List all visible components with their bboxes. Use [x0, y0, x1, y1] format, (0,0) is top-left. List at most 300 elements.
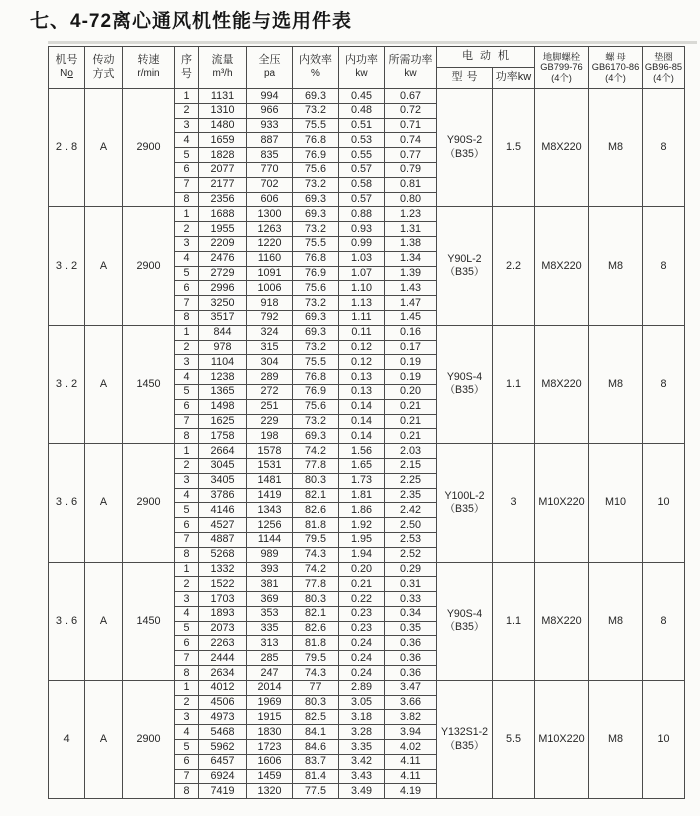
- seq-cell: 2: [175, 458, 199, 473]
- flow-cell: 1703: [199, 592, 247, 607]
- motor-frame-text: （B35）: [444, 147, 485, 160]
- efficiency-cell: 75.5: [293, 236, 339, 251]
- seq-cell: 5: [175, 384, 199, 399]
- fan-performance-table: [48, 46, 685, 799]
- efficiency-cell: 69.3: [293, 429, 339, 444]
- inner-power-cell: 0.58: [339, 177, 385, 192]
- required-power-cell: 0.81: [385, 177, 437, 192]
- inner-power-cell: 2.89: [339, 680, 385, 695]
- speed-cell: 2900: [123, 680, 175, 798]
- inner-power-cell: 1.10: [339, 281, 385, 296]
- efficiency-cell: 77.8: [293, 458, 339, 473]
- pressure-cell: 335: [247, 621, 293, 636]
- inner-power-cell: 1.13: [339, 296, 385, 311]
- pressure-cell: 792: [247, 310, 293, 325]
- motor-power-cell: 3: [493, 444, 535, 562]
- required-power-cell: 0.21: [385, 429, 437, 444]
- efficiency-cell: 76.8: [293, 133, 339, 148]
- seq-cell: 1: [175, 207, 199, 222]
- required-power-cell: 0.36: [385, 666, 437, 681]
- seq-cell: 6: [175, 399, 199, 414]
- seq-cell: 3: [175, 592, 199, 607]
- required-power-cell: 1.43: [385, 281, 437, 296]
- required-power-cell: 0.19: [385, 370, 437, 385]
- seq-cell: 7: [175, 769, 199, 784]
- seq-cell: 5: [175, 740, 199, 755]
- required-power-cell: 3.82: [385, 710, 437, 725]
- flow-cell: 1522: [199, 577, 247, 592]
- pressure-cell: 1419: [247, 488, 293, 503]
- efficiency-cell: 77.5: [293, 784, 339, 799]
- seq-cell: 3: [175, 710, 199, 725]
- nut-cell: M8: [589, 89, 643, 207]
- inner-power-cell: 0.24: [339, 666, 385, 681]
- required-power-cell: 2.35: [385, 488, 437, 503]
- flow-cell: 3517: [199, 310, 247, 325]
- efficiency-cell: 69.3: [293, 325, 339, 340]
- efficiency-cell: 75.6: [293, 281, 339, 296]
- pressure-cell: 989: [247, 547, 293, 562]
- seq-cell: 1: [175, 562, 199, 577]
- flow-cell: 2634: [199, 666, 247, 681]
- efficiency-cell: 69.3: [293, 310, 339, 325]
- pressure-cell: 315: [247, 340, 293, 355]
- pressure-cell: 1220: [247, 236, 293, 251]
- flow-cell: 6457: [199, 754, 247, 769]
- col-header-motor-model: 型号: [437, 68, 493, 89]
- bolt-cell: M8X220: [535, 325, 589, 443]
- col-header-seq: 序 号: [175, 47, 199, 89]
- seq-cell: 1: [175, 444, 199, 459]
- flow-cell: 3405: [199, 473, 247, 488]
- required-power-cell: 0.33: [385, 592, 437, 607]
- seq-cell: 8: [175, 784, 199, 799]
- flow-cell: 4887: [199, 532, 247, 547]
- pressure-cell: 966: [247, 103, 293, 118]
- inner-power-cell: 0.51: [339, 118, 385, 133]
- seq-cell: 3: [175, 236, 199, 251]
- pressure-cell: 606: [247, 192, 293, 207]
- seq-cell: 4: [175, 251, 199, 266]
- pressure-cell: 1160: [247, 251, 293, 266]
- pressure-cell: 1578: [247, 444, 293, 459]
- seq-cell: 2: [175, 103, 199, 118]
- seq-cell: 1: [175, 89, 199, 104]
- inner-power-cell: 1.56: [339, 444, 385, 459]
- efficiency-cell: 69.3: [293, 192, 339, 207]
- seq-cell: 2: [175, 222, 199, 237]
- pressure-cell: 369: [247, 592, 293, 607]
- required-power-cell: 1.47: [385, 296, 437, 311]
- inner-power-cell: 0.57: [339, 192, 385, 207]
- flow-cell: 1365: [199, 384, 247, 399]
- efficiency-cell: 69.3: [293, 89, 339, 104]
- efficiency-cell: 82.5: [293, 710, 339, 725]
- efficiency-cell: 81.8: [293, 636, 339, 651]
- seq-cell: 8: [175, 547, 199, 562]
- table-row: [49, 89, 685, 104]
- seq-cell: 2: [175, 340, 199, 355]
- efficiency-cell: 80.3: [293, 473, 339, 488]
- efficiency-cell: 73.2: [293, 414, 339, 429]
- seq-cell: 5: [175, 503, 199, 518]
- required-power-cell: 4.11: [385, 769, 437, 784]
- required-power-cell: 0.19: [385, 355, 437, 370]
- flow-cell: 2177: [199, 177, 247, 192]
- motor-frame-text: （B35）: [444, 621, 485, 634]
- washer-cell: 8: [643, 562, 685, 680]
- motor-model-cell: [437, 680, 493, 798]
- required-power-cell: 3.66: [385, 695, 437, 710]
- seq-cell: 2: [175, 695, 199, 710]
- col-header-pressure: 全压 pa: [247, 47, 293, 89]
- efficiency-cell: 74.3: [293, 547, 339, 562]
- flow-cell: 5268: [199, 547, 247, 562]
- inner-power-cell: 1.07: [339, 266, 385, 281]
- pressure-cell: 251: [247, 399, 293, 414]
- efficiency-cell: 80.3: [293, 592, 339, 607]
- seq-cell: 4: [175, 725, 199, 740]
- pressure-cell: 1723: [247, 740, 293, 755]
- required-power-cell: 2.50: [385, 518, 437, 533]
- required-power-cell: 0.17: [385, 340, 437, 355]
- flow-cell: 2476: [199, 251, 247, 266]
- table-body: [49, 89, 685, 799]
- seq-cell: 4: [175, 133, 199, 148]
- inner-power-cell: 3.35: [339, 740, 385, 755]
- inner-power-cell: 1.65: [339, 458, 385, 473]
- inner-power-cell: 0.21: [339, 577, 385, 592]
- seq-cell: 6: [175, 162, 199, 177]
- flow-cell: 2444: [199, 651, 247, 666]
- efficiency-cell: 84.6: [293, 740, 339, 755]
- seq-cell: 7: [175, 177, 199, 192]
- inner-power-cell: 0.88: [339, 207, 385, 222]
- required-power-cell: 4.11: [385, 754, 437, 769]
- nut-cell: M8: [589, 680, 643, 798]
- pressure-cell: 1531: [247, 458, 293, 473]
- flow-cell: 1131: [199, 89, 247, 104]
- pressure-cell: 247: [247, 666, 293, 681]
- inner-power-cell: 0.23: [339, 606, 385, 621]
- motor-frame-text: （B35）: [444, 739, 485, 752]
- pressure-cell: 835: [247, 148, 293, 163]
- required-power-cell: 0.35: [385, 621, 437, 636]
- efficiency-cell: 73.2: [293, 103, 339, 118]
- required-power-cell: 2.25: [385, 473, 437, 488]
- machine-no-cell: 3.6: [49, 444, 85, 562]
- seq-cell: 8: [175, 192, 199, 207]
- pressure-cell: 918: [247, 296, 293, 311]
- flow-cell: 1828: [199, 148, 247, 163]
- motor-frame-text: （B35）: [444, 384, 485, 397]
- motor-model-text: Y100L-2: [444, 489, 485, 502]
- required-power-cell: 0.79: [385, 162, 437, 177]
- col-header-flow: 流量 m³/h: [199, 47, 247, 89]
- col-header-machine-no-en: No: [60, 68, 73, 80]
- efficiency-cell: 75.5: [293, 118, 339, 133]
- pressure-cell: 198: [247, 429, 293, 444]
- washer-cell: 8: [643, 325, 685, 443]
- pressure-cell: 702: [247, 177, 293, 192]
- inner-power-cell: 0.12: [339, 340, 385, 355]
- flow-cell: 2209: [199, 236, 247, 251]
- seq-cell: 2: [175, 577, 199, 592]
- flow-cell: 1498: [199, 399, 247, 414]
- flow-cell: 2356: [199, 192, 247, 207]
- seq-cell: 5: [175, 266, 199, 281]
- flow-cell: 1480: [199, 118, 247, 133]
- drive-mode-cell: A: [85, 207, 123, 325]
- motor-model-cell: [437, 562, 493, 680]
- bolt-cell: M10X220: [535, 444, 589, 562]
- required-power-cell: 2.53: [385, 532, 437, 547]
- col-header-machine-no: [49, 47, 85, 89]
- efficiency-cell: 79.5: [293, 532, 339, 547]
- seq-cell: 3: [175, 473, 199, 488]
- inner-power-cell: 0.11: [339, 325, 385, 340]
- table-header: [49, 47, 685, 89]
- pressure-cell: 2014: [247, 680, 293, 695]
- bolt-cell: M8X220: [535, 89, 589, 207]
- required-power-cell: 0.36: [385, 651, 437, 666]
- seq-cell: 1: [175, 325, 199, 340]
- drive-mode-cell: A: [85, 680, 123, 798]
- motor-model-cell: [437, 444, 493, 562]
- pressure-cell: 1263: [247, 222, 293, 237]
- pressure-cell: 304: [247, 355, 293, 370]
- inner-power-cell: 1.86: [339, 503, 385, 518]
- flow-cell: 1955: [199, 222, 247, 237]
- seq-cell: 3: [175, 355, 199, 370]
- required-power-cell: 4.19: [385, 784, 437, 799]
- pressure-cell: 1320: [247, 784, 293, 799]
- efficiency-cell: 76.8: [293, 251, 339, 266]
- washer-cell: 8: [643, 89, 685, 207]
- required-power-cell: 0.74: [385, 133, 437, 148]
- washer-cell: 8: [643, 207, 685, 325]
- pressure-cell: 393: [247, 562, 293, 577]
- seq-cell: 8: [175, 666, 199, 681]
- efficiency-cell: 76.8: [293, 370, 339, 385]
- required-power-cell: 3.94: [385, 725, 437, 740]
- inner-power-cell: 0.14: [339, 414, 385, 429]
- efficiency-cell: 84.1: [293, 725, 339, 740]
- table-row: [49, 680, 685, 695]
- col-header-nut: 螺母 GB6170-86 (4个): [589, 47, 643, 89]
- table-row: [49, 562, 685, 577]
- flow-cell: 3045: [199, 458, 247, 473]
- required-power-cell: 0.77: [385, 148, 437, 163]
- inner-power-cell: 1.11: [339, 310, 385, 325]
- drive-mode-cell: A: [85, 562, 123, 680]
- required-power-cell: 1.31: [385, 222, 437, 237]
- machine-no-cell: 3.2: [49, 325, 85, 443]
- motor-model-text: Y132S1-2: [440, 726, 489, 739]
- drive-mode-cell: A: [85, 444, 123, 562]
- efficiency-cell: 81.8: [293, 518, 339, 533]
- speed-cell: 2900: [123, 207, 175, 325]
- pressure-cell: 1606: [247, 754, 293, 769]
- efficiency-cell: 69.3: [293, 207, 339, 222]
- washer-cell: 10: [643, 680, 685, 798]
- inner-power-cell: 0.13: [339, 370, 385, 385]
- scan-artifact-line: [48, 41, 697, 44]
- inner-power-cell: 0.13: [339, 384, 385, 399]
- seq-cell: 6: [175, 636, 199, 651]
- efficiency-cell: 80.3: [293, 695, 339, 710]
- flow-cell: 6924: [199, 769, 247, 784]
- inner-power-cell: 1.92: [339, 518, 385, 533]
- efficiency-cell: 81.4: [293, 769, 339, 784]
- required-power-cell: 0.34: [385, 606, 437, 621]
- washer-cell: 10: [643, 444, 685, 562]
- pressure-cell: 994: [247, 89, 293, 104]
- flow-cell: 4012: [199, 680, 247, 695]
- seq-cell: 4: [175, 488, 199, 503]
- inner-power-cell: 0.57: [339, 162, 385, 177]
- inner-power-cell: 0.99: [339, 236, 385, 251]
- flow-cell: 1688: [199, 207, 247, 222]
- col-header-required-power: 所需功率 kw: [385, 47, 437, 89]
- inner-power-cell: 3.42: [339, 754, 385, 769]
- required-power-cell: 2.52: [385, 547, 437, 562]
- seq-cell: 1: [175, 680, 199, 695]
- flow-cell: 4506: [199, 695, 247, 710]
- col-header-drive: 传动 方式: [85, 47, 123, 89]
- bolt-cell: M8X220: [535, 562, 589, 680]
- seq-cell: 7: [175, 414, 199, 429]
- pressure-cell: 933: [247, 118, 293, 133]
- bolt-cell: M10X220: [535, 680, 589, 798]
- motor-model-text: Y90S-2: [446, 134, 483, 147]
- inner-power-cell: 3.49: [339, 784, 385, 799]
- motor-model-cell: [437, 207, 493, 325]
- pressure-cell: 272: [247, 384, 293, 399]
- table-row: [49, 444, 685, 459]
- efficiency-cell: 73.2: [293, 222, 339, 237]
- inner-power-cell: 0.55: [339, 148, 385, 163]
- table-row: [49, 207, 685, 222]
- efficiency-cell: 73.2: [293, 340, 339, 355]
- flow-cell: 1332: [199, 562, 247, 577]
- flow-cell: 5962: [199, 740, 247, 755]
- efficiency-cell: 77: [293, 680, 339, 695]
- seq-cell: 3: [175, 118, 199, 133]
- inner-power-cell: 1.03: [339, 251, 385, 266]
- pressure-cell: 381: [247, 577, 293, 592]
- inner-power-cell: 0.14: [339, 399, 385, 414]
- motor-model-text: Y90S-4: [446, 371, 483, 384]
- flow-cell: 2729: [199, 266, 247, 281]
- inner-power-cell: 3.18: [339, 710, 385, 725]
- bolt-cell: M8X220: [535, 207, 589, 325]
- pressure-cell: 313: [247, 636, 293, 651]
- machine-no-cell: 3.6: [49, 562, 85, 680]
- flow-cell: 7419: [199, 784, 247, 799]
- pressure-cell: 285: [247, 651, 293, 666]
- motor-power-cell: 5.5: [493, 680, 535, 798]
- col-header-speed: 转速 r/min: [123, 47, 175, 89]
- pressure-cell: 1006: [247, 281, 293, 296]
- efficiency-cell: 76.9: [293, 384, 339, 399]
- pressure-cell: 1256: [247, 518, 293, 533]
- efficiency-cell: 73.2: [293, 177, 339, 192]
- inner-power-cell: 0.14: [339, 429, 385, 444]
- nut-cell: M10: [589, 444, 643, 562]
- flow-cell: 1104: [199, 355, 247, 370]
- flow-cell: 1893: [199, 606, 247, 621]
- required-power-cell: 0.21: [385, 399, 437, 414]
- pressure-cell: 1915: [247, 710, 293, 725]
- motor-power-cell: 1.5: [493, 89, 535, 207]
- pressure-cell: 289: [247, 370, 293, 385]
- required-power-cell: 2.15: [385, 458, 437, 473]
- flow-cell: 4973: [199, 710, 247, 725]
- required-power-cell: 2.42: [385, 503, 437, 518]
- speed-cell: 2900: [123, 89, 175, 207]
- flow-cell: 1758: [199, 429, 247, 444]
- motor-frame-text: （B35）: [444, 266, 485, 279]
- required-power-cell: 1.34: [385, 251, 437, 266]
- efficiency-cell: 79.5: [293, 651, 339, 666]
- motor-power-cell: 1.1: [493, 325, 535, 443]
- flow-cell: 2077: [199, 162, 247, 177]
- required-power-cell: 1.23: [385, 207, 437, 222]
- inner-power-cell: 0.45: [339, 89, 385, 104]
- speed-cell: 2900: [123, 444, 175, 562]
- inner-power-cell: 1.94: [339, 547, 385, 562]
- motor-model-text: Y90S-4: [446, 607, 483, 620]
- nut-cell: M8: [589, 325, 643, 443]
- seq-cell: 7: [175, 296, 199, 311]
- flow-cell: 2263: [199, 636, 247, 651]
- seq-cell: 6: [175, 518, 199, 533]
- flow-cell: 4527: [199, 518, 247, 533]
- col-header-motor-power: 功率kw: [493, 68, 535, 89]
- seq-cell: 8: [175, 429, 199, 444]
- flow-cell: 5468: [199, 725, 247, 740]
- pressure-cell: 1969: [247, 695, 293, 710]
- inner-power-cell: 0.22: [339, 592, 385, 607]
- seq-cell: 6: [175, 281, 199, 296]
- required-power-cell: 0.67: [385, 89, 437, 104]
- inner-power-cell: 3.43: [339, 769, 385, 784]
- pressure-cell: 229: [247, 414, 293, 429]
- efficiency-cell: 74.3: [293, 666, 339, 681]
- efficiency-cell: 82.6: [293, 503, 339, 518]
- motor-model-cell: [437, 89, 493, 207]
- inner-power-cell: 0.93: [339, 222, 385, 237]
- pressure-cell: 1343: [247, 503, 293, 518]
- required-power-cell: 1.45: [385, 310, 437, 325]
- seq-cell: 5: [175, 621, 199, 636]
- efficiency-cell: 74.2: [293, 562, 339, 577]
- page-title: 七、4-72离心通风机性能与选用件表: [30, 11, 353, 32]
- efficiency-cell: 75.5: [293, 355, 339, 370]
- efficiency-cell: 82.6: [293, 621, 339, 636]
- inner-power-cell: 1.73: [339, 473, 385, 488]
- seq-cell: 6: [175, 754, 199, 769]
- machine-no-cell: 2.8: [49, 89, 85, 207]
- efficiency-cell: 76.9: [293, 148, 339, 163]
- pressure-cell: 1144: [247, 532, 293, 547]
- motor-model-cell: [437, 325, 493, 443]
- required-power-cell: 4.02: [385, 740, 437, 755]
- col-header-machine-no-cn: 机号: [55, 54, 78, 67]
- required-power-cell: 0.36: [385, 636, 437, 651]
- inner-power-cell: 0.24: [339, 636, 385, 651]
